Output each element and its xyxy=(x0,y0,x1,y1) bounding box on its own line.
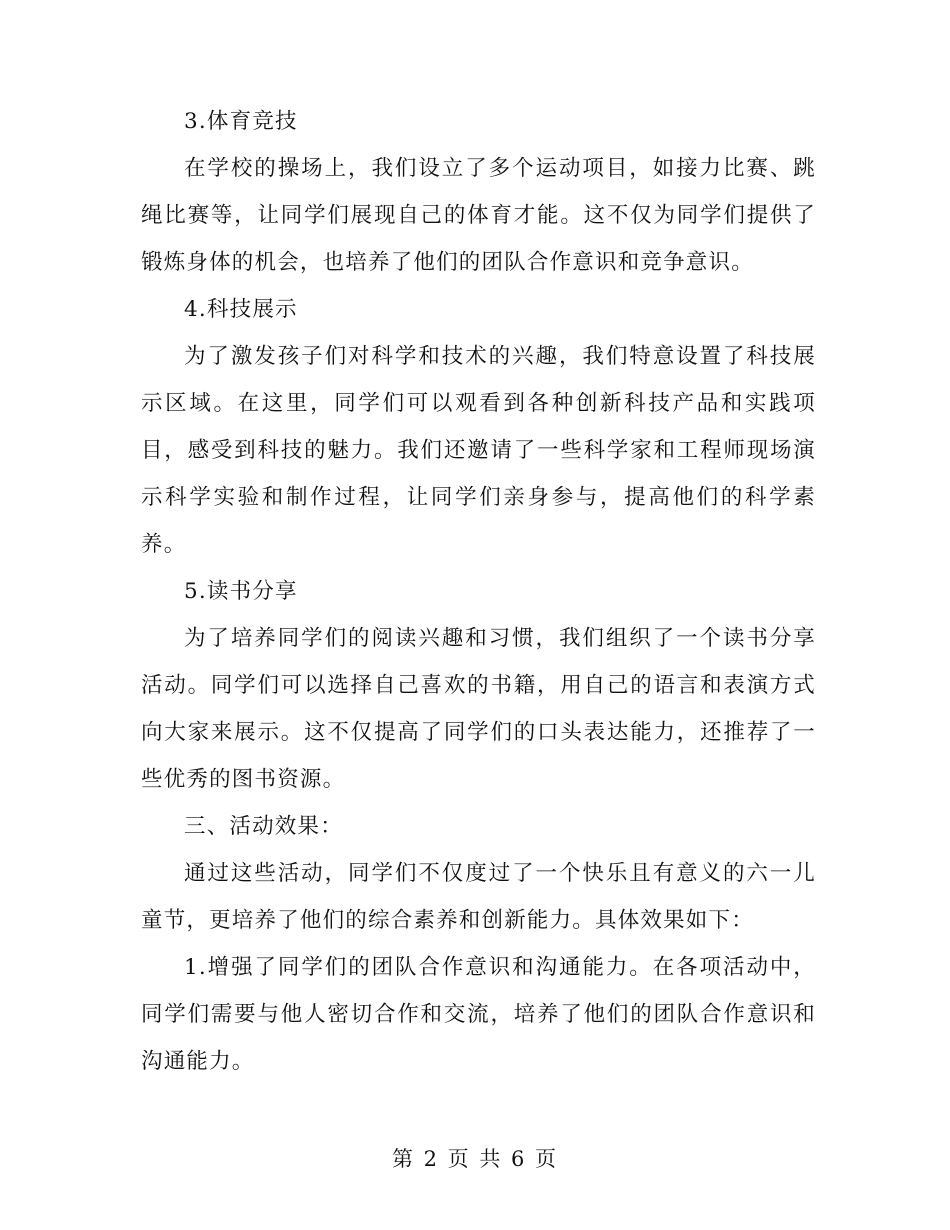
paragraph-tech: 为了激发孩子们对科学和技术的兴趣，我们特意设置了科技展示区域。在这里，同学们可以观看到各种创新科技产品和实践项目，感受到科技的魅力。我们还邀请了一些科学家和工程师现场演示科学实验和制作过程，让同学们亲身参与，提高他们的科学素养。 xyxy=(141,344,816,557)
paragraph-effect-1: 1.增强了同学们的团队合作意识和沟通能力。在各项活动中，同学们需要与他人密切合作和交流，培养了他们的团队合作意识和沟通能力。 xyxy=(141,955,816,1074)
paragraph-sports: 在学校的操场上，我们设立了多个运动项目，如接力比赛、跳绳比赛等，让同学们展现自己的体育才能。这不仅为同学们提供了锻炼身体的机会，也培养了他们的团队合作意识和竞争意识。 xyxy=(141,156,816,275)
section-heading-reading: 5.读书分享 xyxy=(184,579,298,604)
section-heading-sports: 3.体育竞技 xyxy=(184,109,298,134)
paragraph-reading: 为了培养同学们的阅读兴趣和习惯，我们组织了一个读书分享活动。同学们可以选择自己喜欢的书籍，用自己的语言和表演方式向大家来展示。这不仅提高了同学们的口头表达能力，还推荐了一些优秀的图书资源。 xyxy=(141,626,816,792)
page-footer: 第 2 页 共 6 页 xyxy=(391,1147,559,1171)
section-heading-tech: 4.科技展示 xyxy=(184,297,298,322)
section-heading-effects: 三、活动效果： xyxy=(184,814,343,839)
paragraph-effects-intro: 通过这些活动，同学们不仅度过了一个快乐且有意义的六一儿童节，更培养了他们的综合素养和创新能力。具体效果如下： xyxy=(141,861,816,933)
page-body xyxy=(141,98,816,1085)
